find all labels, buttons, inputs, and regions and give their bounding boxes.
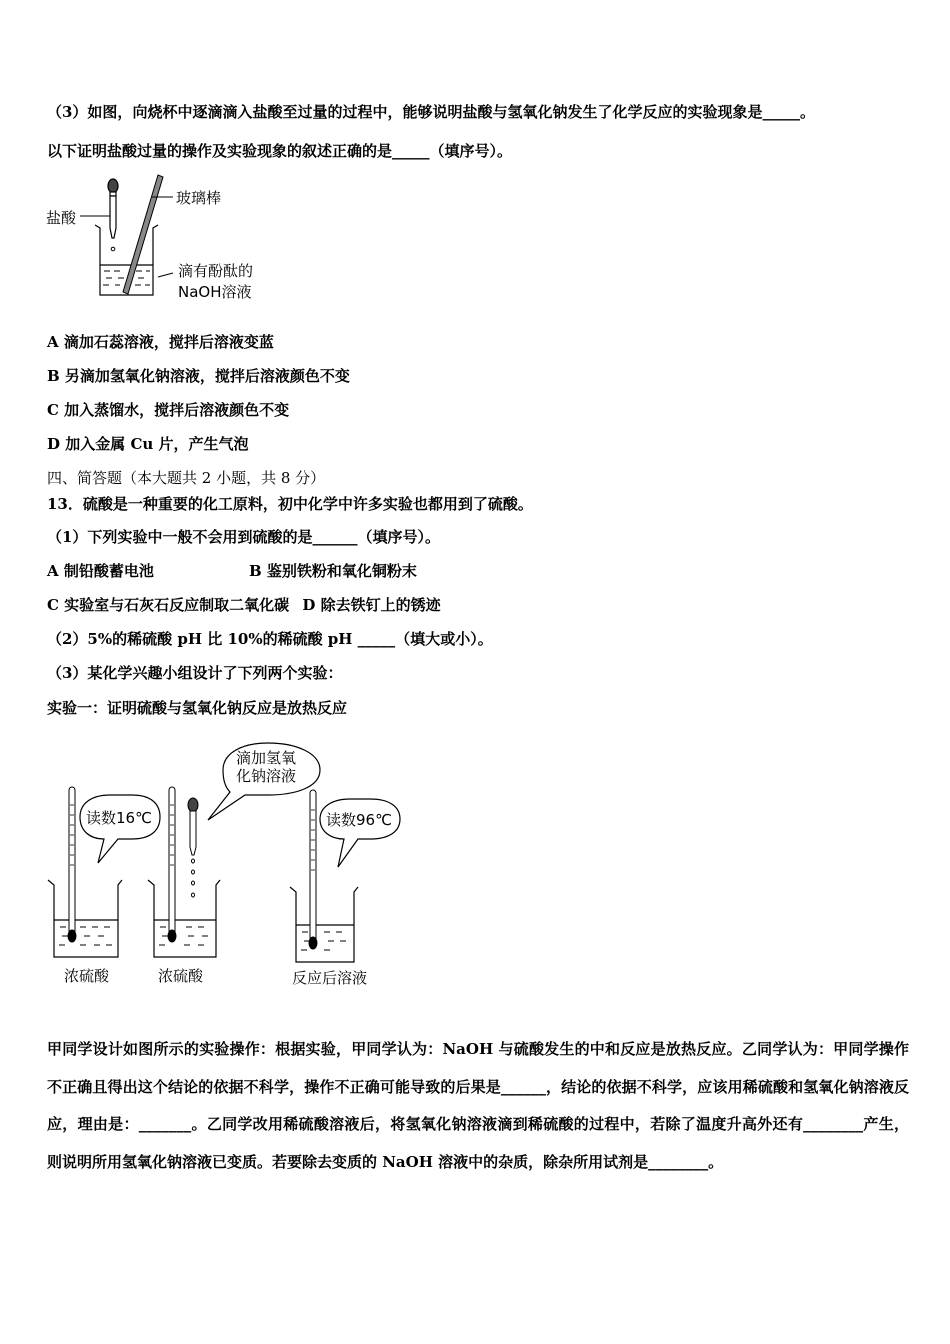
q13-exp1-title: 实验一：证明硫酸与氢氧化钠反应是放热反应 [47,699,348,717]
section-heading: 四、简答题（本大题共 2 小题，共 8 分） [47,469,326,487]
bubble-reading-96: 读数96℃ [326,811,392,829]
label-conc-sulfuric-2: 浓硫酸 [158,967,204,985]
label-hydrochloric-acid: 盐酸 [46,209,77,227]
q12-option-d: D 加入金属 Cu 片，产生气泡 [47,435,249,453]
bubble-reading-16: 读数16℃ [86,809,152,827]
label-solution-line2: NaOH溶液 [178,283,252,301]
q12-option-b: B 另滴加氢氧化钠溶液，搅拌后溶液颜色不变 [47,367,350,385]
q13-option-b: B 鉴别铁粉和氧化铜粉末 [249,562,417,580]
q13-part1: （1）下列实验中一般不会用到硫酸的是______（填序号）。 [47,528,440,546]
q12-part3-line2: 以下证明盐酸过量的操作及实验现象的叙述正确的是_____（填序号）。 [47,142,513,160]
label-conc-sulfuric-1: 浓硫酸 [64,967,110,985]
q13-part2: （2）5%的稀硫酸 pH 比 10%的稀硫酸 pH _____（填大或小）。 [47,630,493,648]
q12-option-c: C 加入蒸馏水，搅拌后溶液颜色不变 [47,401,290,419]
bubble-add-naoh-line1: 滴加氢氧 [236,749,297,767]
q13-part3: （3）某化学兴趣小组设计了下列两个实验： [47,664,343,682]
q13-option-d: D 除去铁钉上的锈迹 [302,596,441,614]
label-after-reaction: 反应后溶液 [292,969,368,987]
beaker-dropper-figure [40,170,300,310]
q13-option-c: C 实验室与石灰石反应制取二氧化碳 [47,596,290,614]
q13-stem: 13．硫酸是一种重要的化工原料，初中化学中许多实验也都用到了硫酸。 [47,495,533,513]
bubble-add-naoh-line2: 化钠溶液 [236,767,297,785]
thermometer-experiment-figure [40,735,400,995]
q12-part3-line1: （3）如图，向烧杯中逐滴滴入盐酸至过量的过程中，能够说明盐酸与氢氧化钠发生了化学反应的实验现象是_____。 [47,103,815,121]
q13-option-a: A 制铅酸蓄电池 [47,562,154,580]
q12-option-a: A 滴加石蕊溶液，搅拌后溶液变蓝 [47,333,274,351]
q13-discussion: 甲同学设计如图所示的实验操作：根据实验，甲同学认为：NaOH 与硫酸发生的中和反应是放热反应。乙同学认为：甲同学操作不正确且得出这个结论的依据不科学，操作不正确可能导致的后果是______，结论的依据不科学，应该用稀硫酸和氢氧化钠溶液反应，理由是：_______。乙同学改用稀硫酸溶液后，将氢氧化钠溶液滴到稀硫酸的过程中，若除了温度升高外还有________产生，则说明所用氢氧化钠溶液已变质。若要除去变质的 NaOH 溶液中的杂质，除杂所用试剂是________。 [47,1040,909,1171]
label-solution-line1: 滴有酚酞的 [178,262,254,280]
q13-option-cd [47,595,441,615]
label-glass-rod: 玻璃棒 [176,189,222,207]
